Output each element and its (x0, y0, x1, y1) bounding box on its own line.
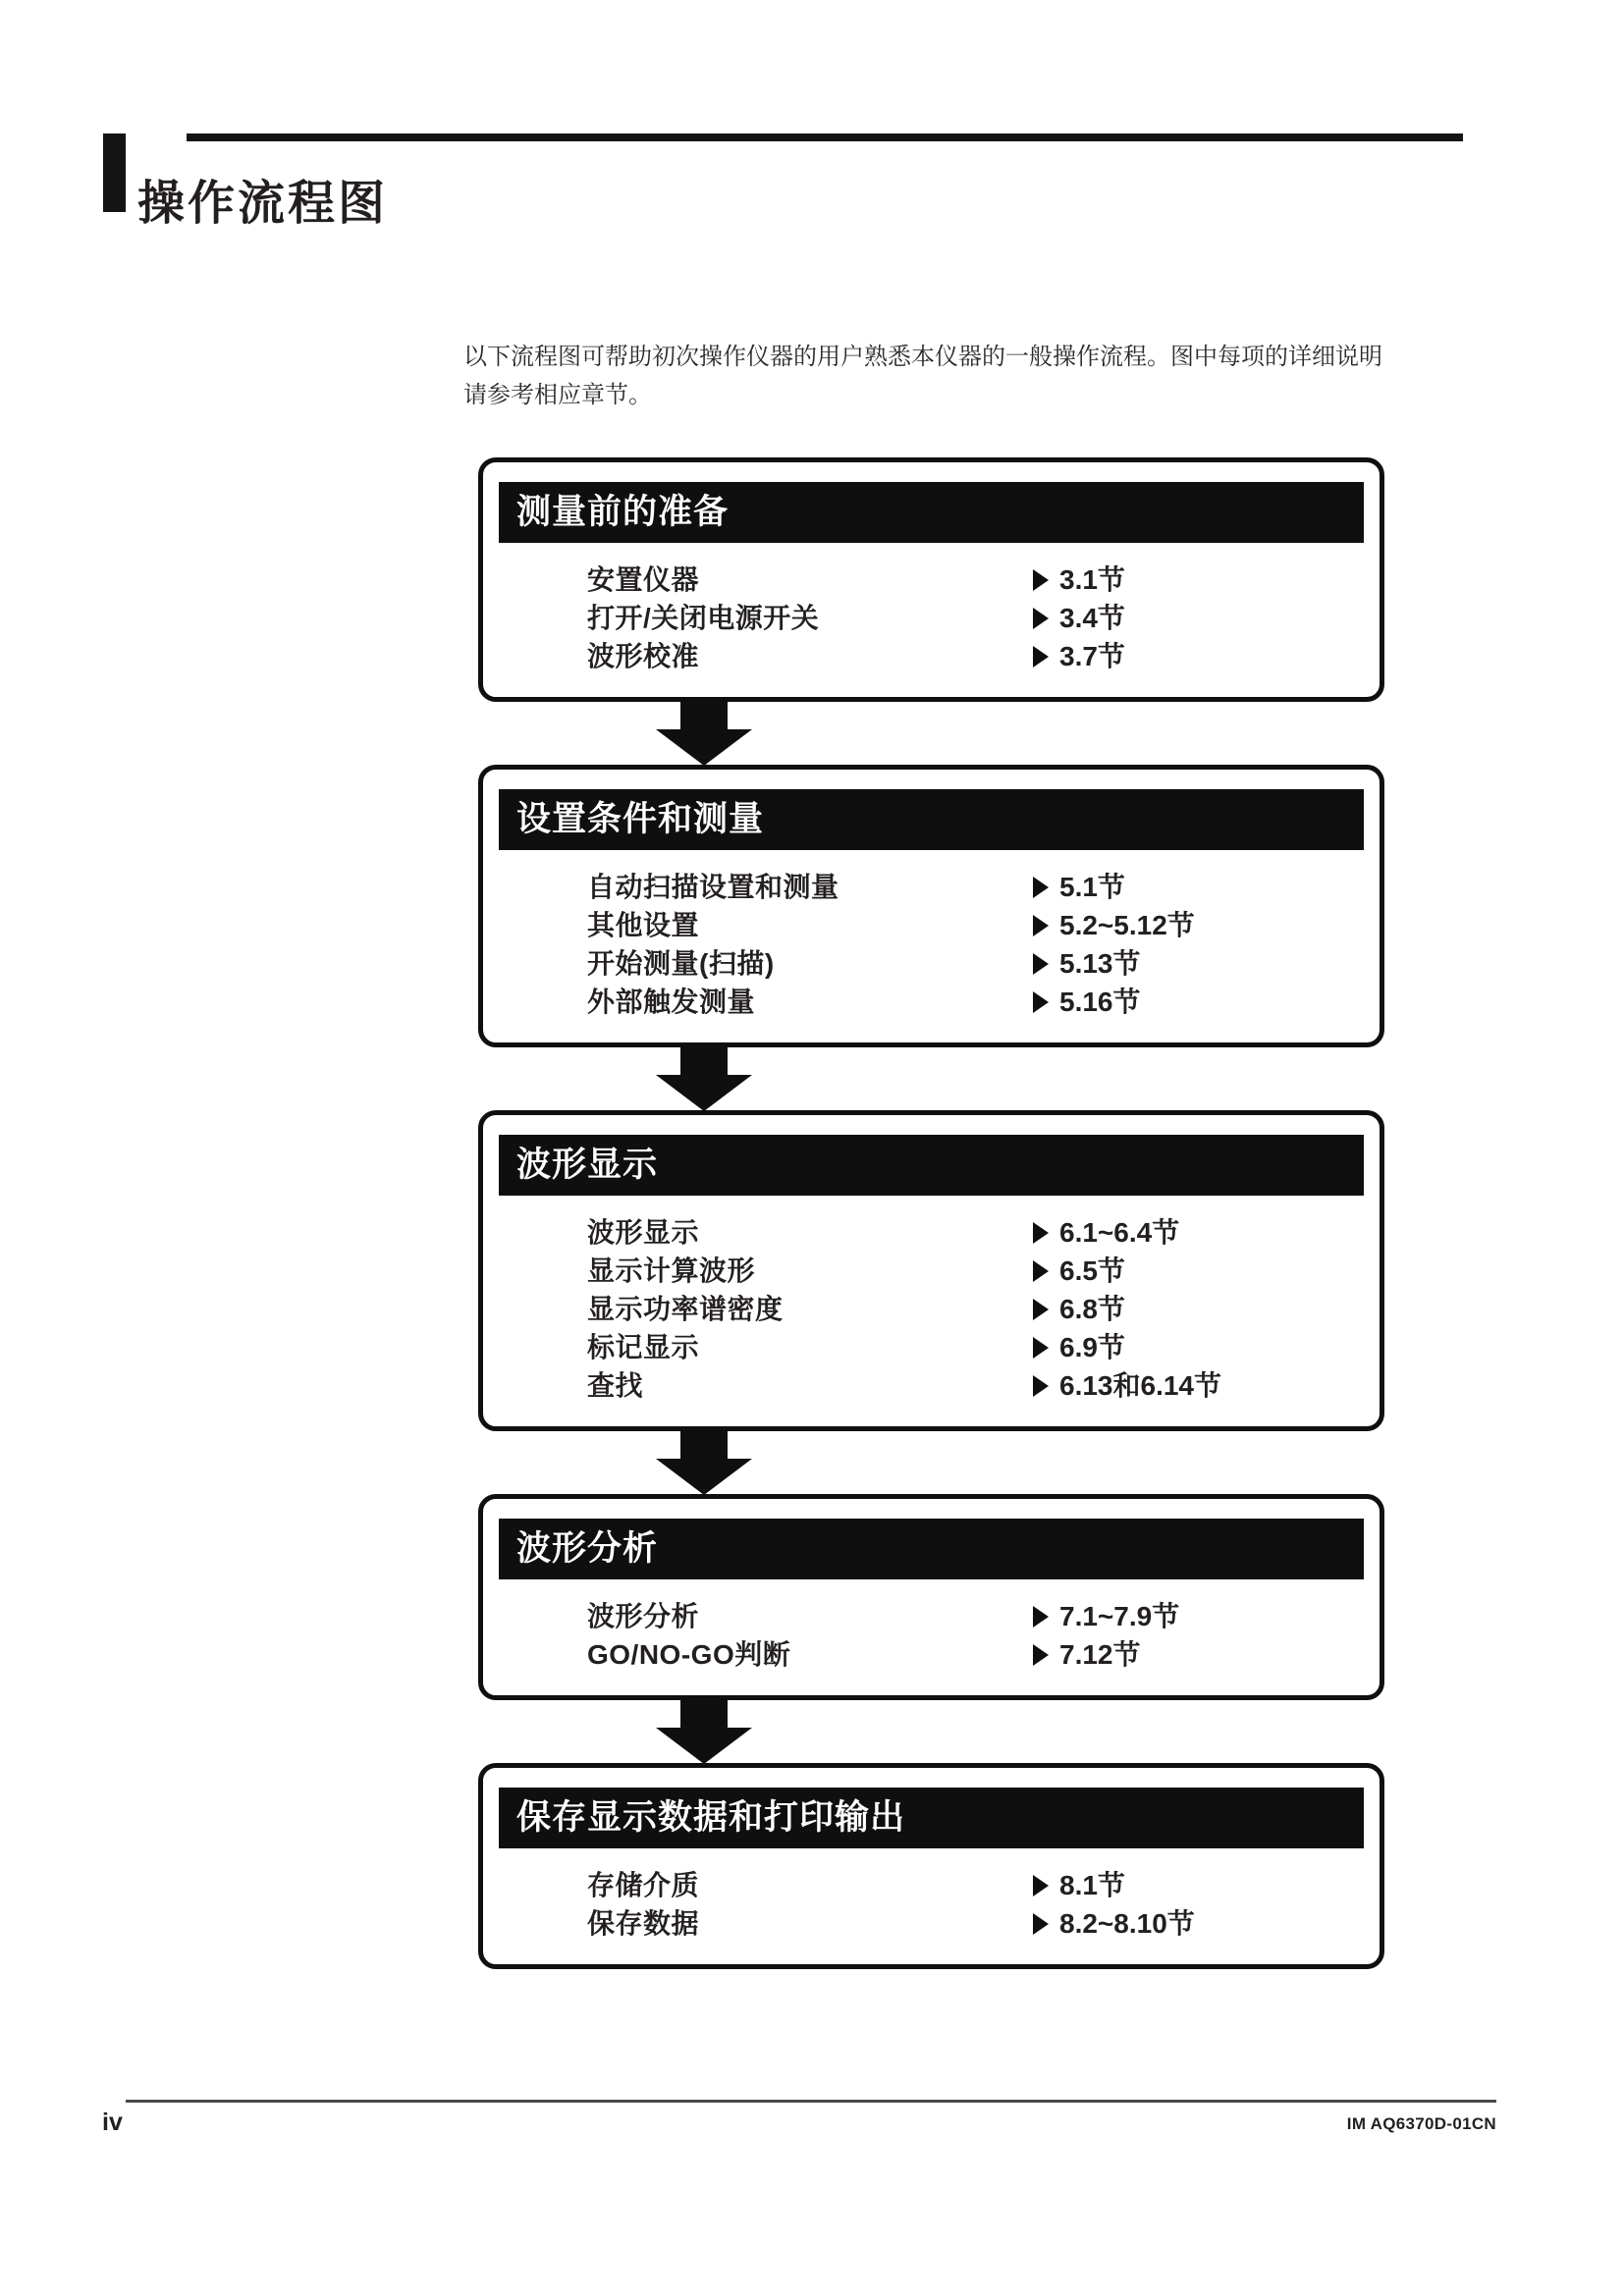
title-top-rule (187, 133, 1463, 141)
section-ref-text: 3.7节 (1059, 641, 1125, 671)
section-ref-text: 6.13和6.14节 (1059, 1370, 1221, 1401)
flow-item-label: 标记显示 (587, 1332, 700, 1362)
flow-item-label: 保存数据 (587, 1908, 700, 1939)
flow-box-items (483, 1196, 1380, 1426)
section-ref-text: 7.12节 (1059, 1639, 1141, 1670)
flow-box-header: 波形显示 (499, 1135, 1364, 1196)
section-ref-text: 6.1~6.4节 (1059, 1217, 1180, 1248)
section-ref (1033, 1328, 1125, 1366)
section-ref-arrow-icon (1033, 915, 1049, 936)
flow-item (483, 1366, 1380, 1405)
flow-item-label: 波形显示 (587, 1217, 700, 1248)
flow-box-waveform-analysis (478, 1494, 1384, 1700)
section-ref (1033, 1904, 1195, 1943)
section-ref (1033, 1635, 1141, 1674)
flow-item-label: 存储介质 (587, 1870, 700, 1900)
flow-item-label: 外部触发测量 (587, 987, 756, 1017)
section-ref-arrow-icon (1033, 1337, 1049, 1359)
section-ref (1033, 983, 1141, 1021)
title-accent-bar (103, 133, 126, 212)
flow-item (483, 1597, 1380, 1635)
flow-item-label: 波形分析 (587, 1601, 700, 1631)
section-ref (1033, 1366, 1221, 1405)
section-ref (1033, 1597, 1179, 1635)
section-ref-arrow-icon (1033, 1299, 1049, 1320)
flow-box-items (483, 543, 1380, 697)
intro-line-2: 请参考相应章节。 (463, 382, 652, 408)
page-title: 操作流程图 (137, 178, 389, 231)
section-ref (1033, 1866, 1125, 1904)
flow-box-waveform-display (478, 1110, 1384, 1431)
section-ref-arrow-icon (1033, 1875, 1049, 1896)
doc-number: IM AQ6370D-01CN (1346, 2114, 1496, 2133)
section-ref-text: 6.8节 (1059, 1294, 1125, 1324)
section-ref (1033, 637, 1125, 675)
flow-box-save-print (478, 1763, 1384, 1969)
flow-box-items (483, 850, 1380, 1042)
flow-item (483, 1635, 1380, 1674)
flow-item (483, 1904, 1380, 1943)
section-ref-text: 3.1节 (1059, 564, 1125, 595)
flow-box-measurement-setup (478, 765, 1384, 1047)
flow-item (483, 1328, 1380, 1366)
flow-item-label: 显示功率谱密度 (587, 1294, 784, 1324)
flow-item (483, 944, 1380, 983)
flow-item-label: 自动扫描设置和测量 (587, 872, 839, 902)
section-ref-text: 5.13节 (1059, 948, 1141, 979)
footer-rule (126, 2100, 1496, 2103)
flow-item-label: 波形校准 (587, 641, 700, 671)
section-ref-arrow-icon (1033, 1222, 1049, 1244)
section-ref-arrow-icon (1033, 1375, 1049, 1397)
flow-item-label: 安置仪器 (587, 564, 700, 595)
flow-box-preparation (478, 457, 1384, 702)
section-ref-arrow-icon (1033, 991, 1049, 1013)
flow-item (483, 868, 1380, 906)
section-ref (1033, 944, 1141, 983)
section-ref-text: 5.1节 (1059, 872, 1125, 902)
section-ref-arrow-icon (1033, 646, 1049, 667)
flow-item-label: 开始测量(扫描) (587, 948, 775, 979)
flow-arrow-down-icon (478, 702, 1384, 765)
flow-arrow-down-icon (478, 1700, 1384, 1763)
section-ref-text: 6.5节 (1059, 1255, 1125, 1286)
section-ref-text: 8.2~8.10节 (1059, 1908, 1195, 1939)
section-ref-arrow-icon (1033, 608, 1049, 629)
section-ref (1033, 868, 1125, 906)
flow-item (483, 561, 1380, 599)
section-ref (1033, 906, 1195, 944)
section-ref-arrow-icon (1033, 1644, 1049, 1666)
section-ref-text: 5.2~5.12节 (1059, 910, 1195, 940)
intro-line-1: 以下流程图可帮助初次操作仪器的用户熟悉本仪器的一般操作流程。图中每项的详细说明 (463, 344, 1382, 370)
flow-item (483, 637, 1380, 675)
section-ref-arrow-icon (1033, 1606, 1049, 1628)
section-ref (1033, 1213, 1179, 1252)
flow-item (483, 1213, 1380, 1252)
flow-box-items (483, 1579, 1380, 1695)
flow-item-label: 查找 (587, 1370, 644, 1401)
section-ref (1033, 1252, 1125, 1290)
flow-item (483, 1290, 1380, 1328)
section-ref (1033, 1290, 1125, 1328)
section-ref-arrow-icon (1033, 953, 1049, 975)
flow-item-label: GO/NO-GO判断 (587, 1639, 791, 1670)
flow-item-label: 打开/关闭电源开关 (587, 603, 820, 633)
section-ref-text: 5.16节 (1059, 987, 1141, 1017)
flow-box-header: 设置条件和测量 (499, 789, 1364, 850)
page-number: iv (102, 2109, 123, 2136)
flow-arrow-down-icon (478, 1431, 1384, 1494)
flow-item (483, 1252, 1380, 1290)
flow-item (483, 599, 1380, 637)
flow-box-header: 测量前的准备 (499, 482, 1364, 543)
flow-item (483, 1866, 1380, 1904)
flow-item (483, 906, 1380, 944)
flow-arrow-down-icon (478, 1047, 1384, 1110)
section-ref-text: 8.1节 (1059, 1870, 1125, 1900)
section-ref-text: 7.1~7.9节 (1059, 1601, 1180, 1631)
section-ref (1033, 561, 1125, 599)
section-ref (1033, 599, 1125, 637)
section-ref-arrow-icon (1033, 877, 1049, 898)
section-ref-arrow-icon (1033, 569, 1049, 591)
section-ref-arrow-icon (1033, 1260, 1049, 1282)
section-ref-text: 6.9节 (1059, 1332, 1125, 1362)
section-ref-arrow-icon (1033, 1913, 1049, 1935)
operation-flowchart (478, 457, 1384, 1969)
flow-box-header: 波形分析 (499, 1519, 1364, 1579)
intro-paragraph (463, 338, 1386, 414)
section-ref-text: 3.4节 (1059, 603, 1125, 633)
flow-item (483, 983, 1380, 1021)
flow-box-header: 保存显示数据和打印输出 (499, 1788, 1364, 1848)
flow-item-label: 显示计算波形 (587, 1255, 756, 1286)
flow-item-label: 其他设置 (587, 910, 700, 940)
flow-box-items (483, 1848, 1380, 1964)
